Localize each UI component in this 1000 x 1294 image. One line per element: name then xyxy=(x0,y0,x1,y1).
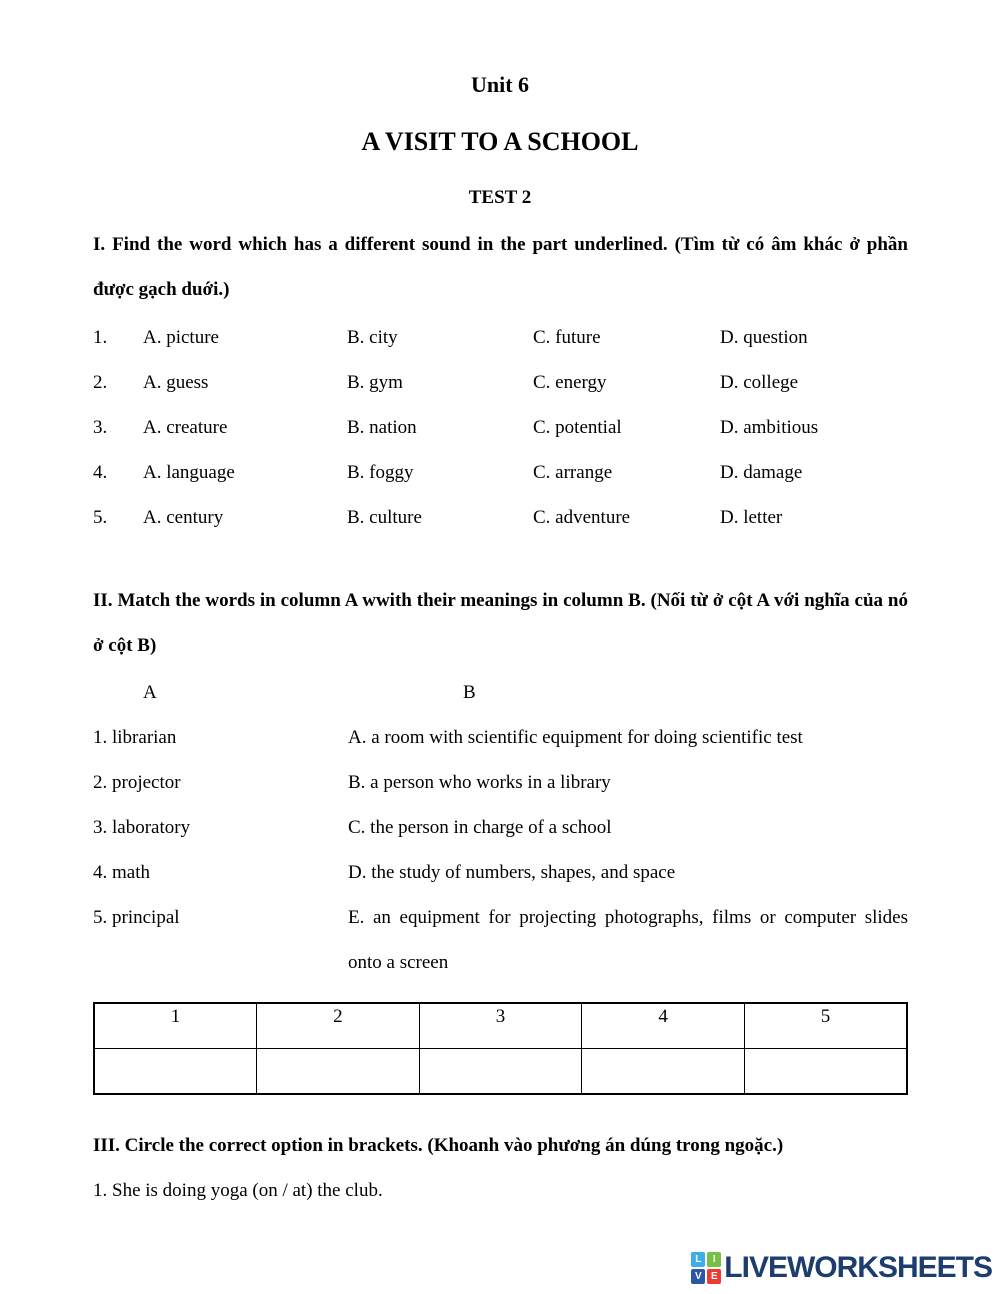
option-d[interactable]: D. damage xyxy=(720,462,803,483)
answer-input-cell[interactable] xyxy=(419,1049,582,1095)
answer-header-cell: 4 xyxy=(582,1003,745,1049)
option-a[interactable]: A. century xyxy=(143,507,224,528)
match-item-b[interactable]: C. the person in charge of a school xyxy=(348,817,612,838)
option-d[interactable]: D. ambitious xyxy=(720,417,819,438)
answer-table xyxy=(93,1002,908,1095)
option-a[interactable]: A. creature xyxy=(143,417,228,438)
match-item-a[interactable]: 3. laboratory xyxy=(93,817,191,838)
option-c[interactable]: C. adventure xyxy=(533,507,631,528)
match-column-headers xyxy=(93,670,908,715)
option-d[interactable]: D. letter xyxy=(720,507,783,528)
option-b[interactable]: B. gym xyxy=(347,372,403,393)
match-item-b[interactable]: E. an equipment for projecting photographs, films or computer slides onto a screen xyxy=(348,907,908,973)
answer-header-cell: 3 xyxy=(419,1003,582,1049)
liveworksheets-grid-icon xyxy=(691,1252,721,1284)
answer-header-cell: 1 xyxy=(94,1003,257,1049)
section1-question-list xyxy=(93,315,908,540)
option-b[interactable]: B. city xyxy=(347,327,398,348)
column-b-header: B xyxy=(463,682,476,703)
question-row xyxy=(93,495,908,540)
option-a[interactable]: A. language xyxy=(143,462,235,483)
match-item-a[interactable]: 5. principal xyxy=(93,907,180,928)
option-c[interactable]: C. arrange xyxy=(533,462,613,483)
option-c[interactable]: C. potential xyxy=(533,417,622,438)
match-item-b[interactable]: D. the study of numbers, shapes, and space xyxy=(348,862,676,883)
logo-square-1: I xyxy=(707,1252,721,1267)
match-row xyxy=(93,850,908,895)
option-b[interactable]: B. foggy xyxy=(347,462,414,483)
logo-square-0: L xyxy=(691,1252,705,1267)
option-d[interactable]: D. college xyxy=(720,372,799,393)
match-item-b[interactable]: A. a room with scientific equipment for doing scientific test xyxy=(348,727,803,748)
match-item-a[interactable]: 4. math xyxy=(93,862,150,883)
question-number: 2. xyxy=(93,372,108,393)
option-c[interactable]: C. energy xyxy=(533,372,607,393)
match-item-a[interactable]: 1. librarian xyxy=(93,727,177,748)
exercise-item[interactable]: 1. She is doing yoga (on / at) the club. xyxy=(93,1180,383,1201)
answer-table-input-row xyxy=(94,1049,907,1095)
option-b[interactable]: B. culture xyxy=(347,507,422,528)
section1-heading: I. Find the word which has a different sound in the part underlined. (Tìm từ có âm khác ở phần được gạch duới.) xyxy=(93,234,908,300)
answer-input-cell[interactable] xyxy=(257,1049,420,1095)
match-item-b[interactable]: B. a person who works in a library xyxy=(348,772,611,793)
option-d[interactable]: D. question xyxy=(720,327,808,348)
question-row xyxy=(93,360,908,405)
match-row xyxy=(93,760,908,805)
question-row xyxy=(93,315,908,360)
section3-heading: III. Circle the correct option in brackets. (Khoanh vào phương án dúng trong ngoặc.) xyxy=(93,1135,784,1156)
unit-title: Unit 6 xyxy=(470,72,530,97)
option-a[interactable]: A. guess xyxy=(143,372,209,393)
section2-heading: II. Match the words in column A wwith their meanings in column B. (Nối từ ở cột A với nghĩa của nó ở cột B) xyxy=(93,590,908,656)
column-a-header: A xyxy=(143,682,157,703)
match-row xyxy=(93,715,908,760)
match-list xyxy=(93,715,908,985)
option-b[interactable]: B. nation xyxy=(347,417,417,438)
answer-input-cell[interactable] xyxy=(94,1049,257,1095)
match-item-a[interactable]: 2. projector xyxy=(93,772,181,793)
question-number: 3. xyxy=(93,417,108,438)
answer-table-header-row xyxy=(94,1003,907,1049)
question-number: 4. xyxy=(93,462,108,483)
match-row xyxy=(93,895,908,985)
page-title: A VISIT TO A SCHOOL xyxy=(361,127,639,156)
question-number: 5. xyxy=(93,507,108,528)
answer-input-cell[interactable] xyxy=(744,1049,907,1095)
option-c[interactable]: C. future xyxy=(533,327,601,348)
option-a[interactable]: A. picture xyxy=(143,327,219,348)
test-title: TEST 2 xyxy=(468,187,532,208)
answer-header-cell: 5 xyxy=(744,1003,907,1049)
question-row xyxy=(93,450,908,495)
logo-square-2: V xyxy=(691,1269,705,1284)
question-row xyxy=(93,405,908,450)
answer-header-cell: 2 xyxy=(257,1003,420,1049)
match-row xyxy=(93,805,908,850)
answer-input-cell[interactable] xyxy=(582,1049,745,1095)
liveworksheets-logo[interactable] xyxy=(691,1252,992,1284)
question-number: 1. xyxy=(93,327,108,348)
logo-square-3: E xyxy=(707,1269,721,1284)
logo-wordmark: LIVEWORKSHEETS xyxy=(724,1251,992,1284)
